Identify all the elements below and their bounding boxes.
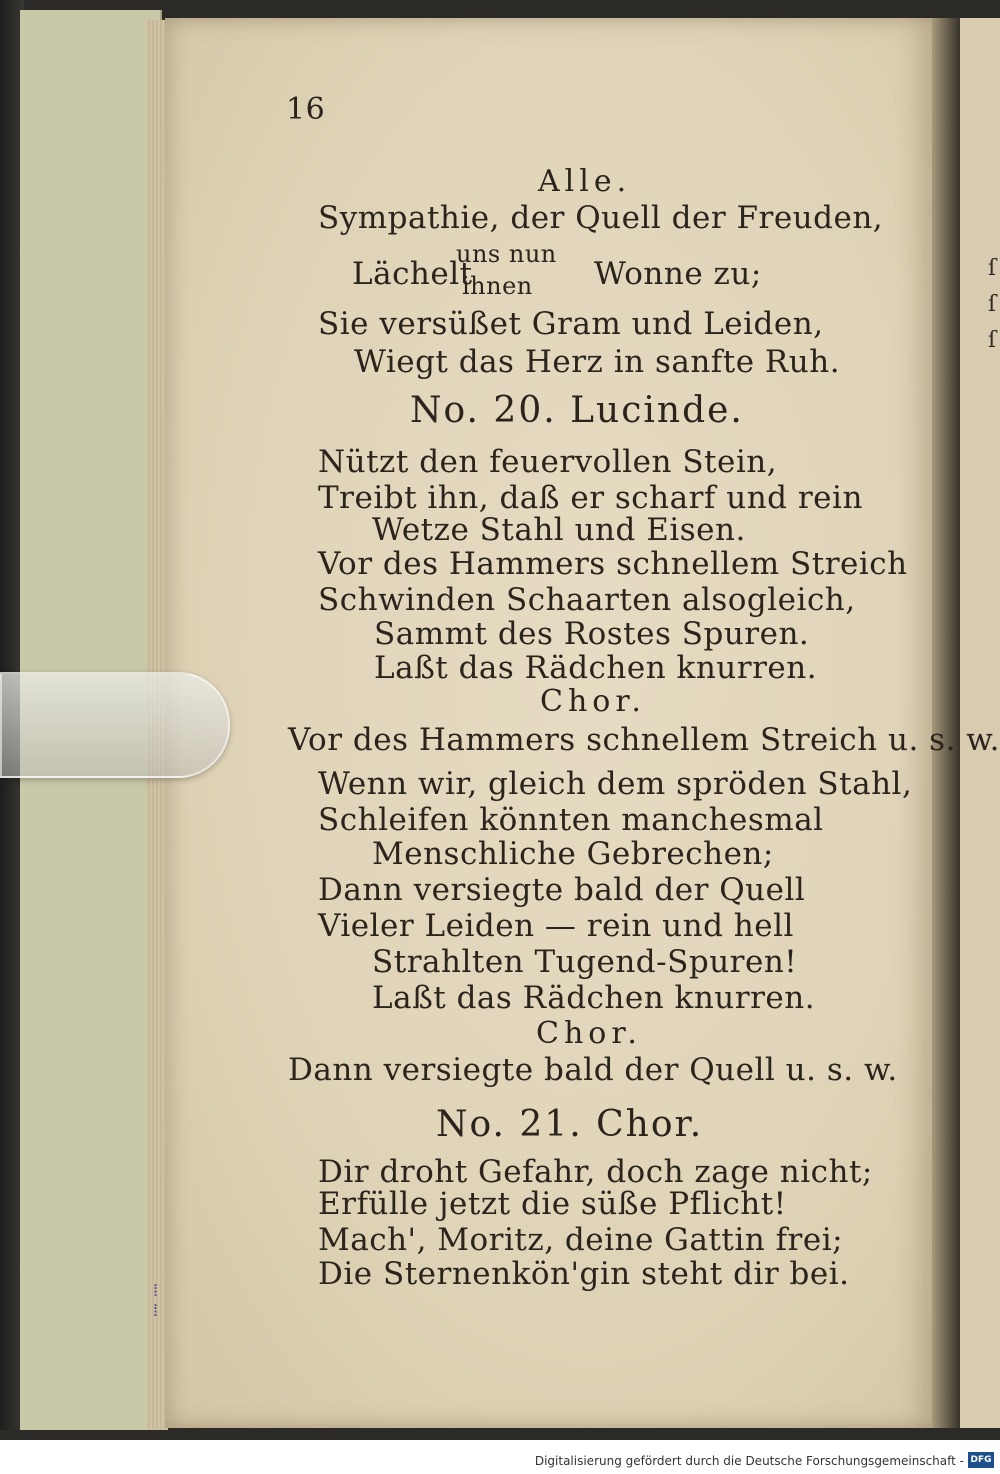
verse-line: Die Sternenkön'gin steht dir bei. xyxy=(318,1256,850,1292)
verse-line: Vor des Hammers schnellem Streich xyxy=(318,546,908,582)
section-heading: No. 21. Chor. xyxy=(436,1104,704,1145)
speaker-label: Chor. xyxy=(540,684,646,719)
facing-page-glyph: ſ xyxy=(988,328,997,353)
verse-line: Lächelt xyxy=(352,256,473,292)
verse-line: Schleifen könnten manchesmal xyxy=(318,802,824,838)
verse-line: Wiegt das Herz in sanfte Ruh. xyxy=(354,344,841,380)
verse-line: Wetze Stahl und Eisen. xyxy=(372,512,746,548)
verse-line: Strahlten Tugend-Spuren! xyxy=(372,944,798,980)
speaker-label: Alle. xyxy=(538,164,632,199)
verse-line: Laßt das Rädchen knurren. xyxy=(374,650,818,686)
verse-line: Wonne zu; xyxy=(594,256,762,292)
verse-variant-bottom: ihnen xyxy=(462,272,533,300)
verse-line: Treibt ihn, daß er scharf und rein xyxy=(318,480,863,516)
section-heading: No. 20. Lucinde. xyxy=(410,390,744,431)
ink-stamp-mark: ⁞ xyxy=(153,1300,159,1321)
verse-line: Sammt des Rostes Spuren. xyxy=(374,616,810,652)
verse-line: Sympathie, der Quell der Freuden, xyxy=(318,200,884,236)
verse-line: Menschliche Gebrechen; xyxy=(372,836,774,872)
verse-line: Wenn wir, gleich dem spröden Stahl, xyxy=(318,766,913,802)
verse-line: Laßt das Rädchen knurren. xyxy=(372,980,816,1016)
verse-line: Nützt den feuervollen Stein, xyxy=(318,444,778,480)
funding-credit: Digitalisierung gefördert durch die Deutsche Forschungsgemeinschaft - xyxy=(534,1454,964,1468)
verse-line: Vor des Hammers schnellem Streich u. s. w. xyxy=(288,722,1000,758)
verse-line: Vieler Leiden — rein und hell xyxy=(318,908,794,944)
dfg-logo: DFG xyxy=(968,1452,994,1468)
verse-line: Dann versiegte bald der Quell xyxy=(318,872,806,908)
verse-line: Sie versüßet Gram und Leiden, xyxy=(318,306,824,342)
verse-variant-top: uns nun xyxy=(456,240,557,268)
facing-page-glyph: ſ xyxy=(988,256,997,281)
verse-line: Dir droht Gefahr, doch zage nicht; xyxy=(318,1154,873,1190)
ink-stamp-mark: ⁞ xyxy=(153,1280,159,1301)
verse-line: Mach', Moritz, deine Gattin frei; xyxy=(318,1222,844,1258)
verse-line: Erfülle jetzt die süße Pflicht! xyxy=(318,1186,787,1222)
page-number: 16 xyxy=(286,92,326,127)
verse-line: Dann versiegte bald der Quell u. s. w. xyxy=(288,1052,898,1088)
verse-line: Schwinden Schaarten alsogleich, xyxy=(318,582,856,618)
speaker-label: Chor. xyxy=(536,1016,642,1051)
page-clip-holder xyxy=(0,672,230,778)
facing-page-glyph: ſ xyxy=(988,292,997,317)
